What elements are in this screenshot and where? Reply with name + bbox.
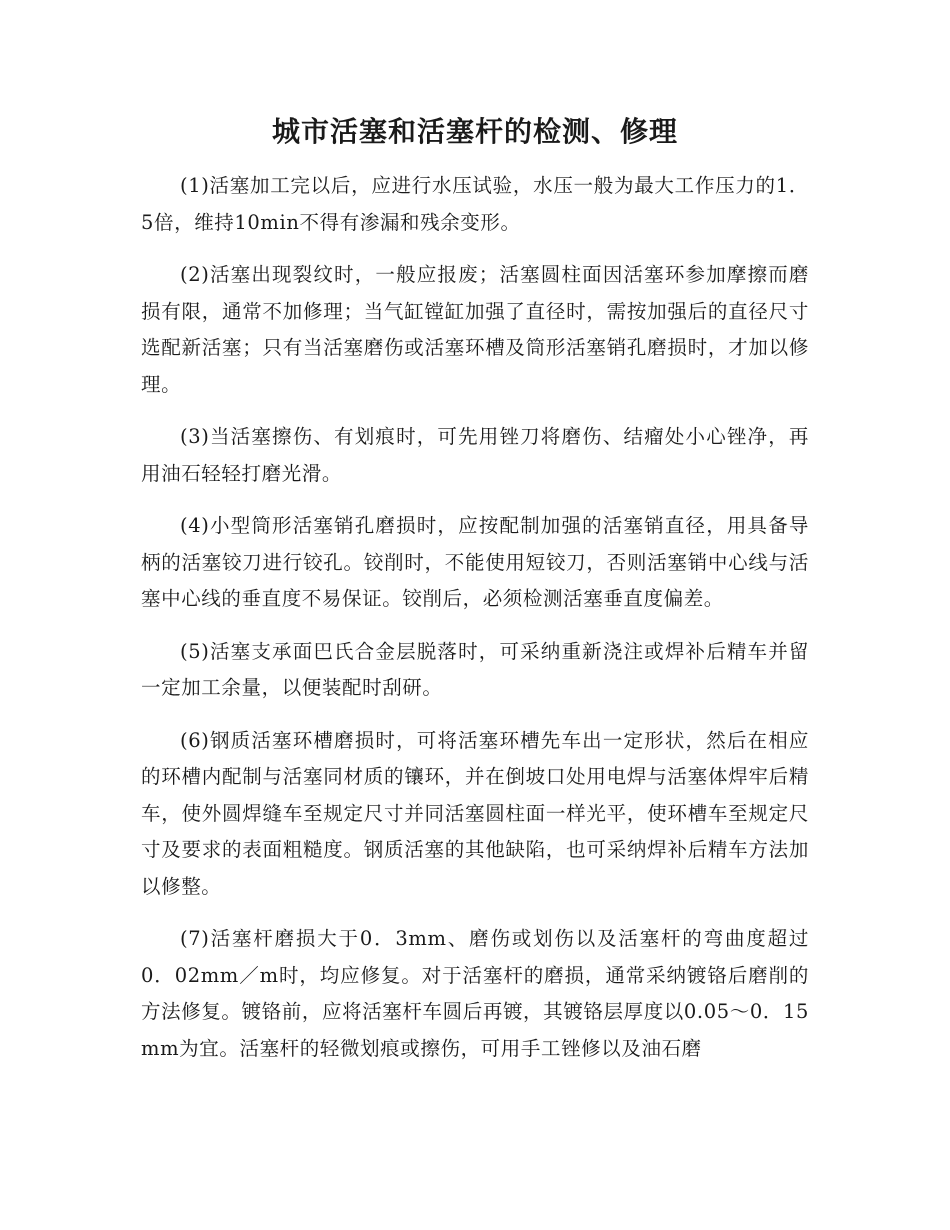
document-body [141,168,809,1083]
document-title: 城市活塞和活塞杆的检测、修理 [271,115,678,148]
paragraph-1: (1)活塞加工完以后，应进行水压试验，水压一般为最大工作压力的1．5倍，维持10min不得有渗漏和残余变形。 [141,174,809,234]
paragraph-7: (7)活塞杆磨损大于0．3mm、磨伤或划伤以及活塞杆的弯曲度超过0．02mm／m时，均应修复。对于活塞杆的磨损，通常采纳镀铬后磨削的方法修复。镀铬前，应将活塞杆车圆后再镀，其镀铬层厚度以0.05～0．15mm为宜。活塞杆的轻微划痕或擦伤，可用手工锉修以及油石磨 [141,927,809,1060]
paragraph-2: (2)活塞出现裂纹时，一般应报废；活塞圆柱面因活塞环参加摩擦而磨损有限，通常不加修理；当气缸镗缸加强了直径时，需按加强后的直径尺寸选配新活塞；只有当活塞磨伤或活塞环槽及筒形活塞销孔磨损时，才加以修理。 [141,263,809,396]
paragraph-6: (6)钢质活塞环槽磨损时，可将活塞环槽先车出一定形状，然后在相应的环槽内配制与活塞同材质的镶环，并在倒坡口处用电焊与活塞体焊牢后精车，使外圆焊缝车至规定尺寸并同活塞圆柱面一样光平，使环槽车至规定尺寸及要求的表面粗糙度。钢质活塞的其他缺陷，也可采纳焊补后精车方法加以修整。 [141,728,809,898]
paragraph-5: (5)活塞支承面巴氏合金层脱落时，可采纳重新浇注或焊补后精车并留一定加工余量，以便装配时刮研。 [141,639,809,699]
paragraph-3: (3)当活塞擦伤、有划痕时，可先用锉刀将磨伤、结瘤处小心锉净，再用油石轻轻打磨光滑。 [141,425,809,485]
paragraph-4: (4)小型筒形活塞销孔磨损时，应按配制加强的活塞销直径，用具备导柄的活塞铰刀进行铰孔。铰削时，不能使用短铰刀，否则活塞销中心线与活塞中心线的垂直度不易保证。铰削后，必须检测活塞垂直度偏差。 [141,514,809,610]
